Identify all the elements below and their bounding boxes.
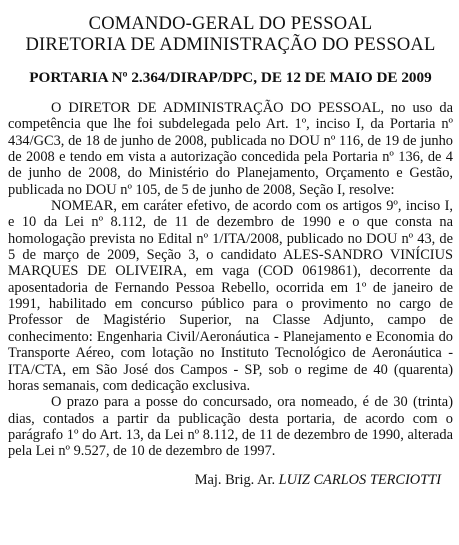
header-organization: COMANDO-GERAL DO PESSOAL: [88, 14, 373, 34]
paragraph-deadline: O prazo para a posse do concursado, ora nomeado, é de 30 (trinta) dias, contados a partir da publicação desta portaria, de acordo com o parágrafo 1º do Art. 13, da Lei nº 8.112, de 11 de dezembro de 1990, alterada pela Lei nº 9.527, de 10 de dezembro de 1997.: [8, 394, 453, 460]
paragraph-preamble: O DIRETOR DE ADMINISTRAÇÃO DO PESSOAL, no uso da competência que lhe foi subdelegada pelo Art. 1º, inciso I, da Portaria nº 434/GC3, de 18 de junho de 2008, publicada no DOU nº 116, de 19 de junho de 2008 e tendo em vista a autorização concedida pela Portaria nº 136, de 4 de junho de 2008, do Ministério do Planejamento, Orçamento e Gestão, publicada no DOU nº 105, de 5 de junho de 2008, Seção I, resolve:: [8, 100, 453, 198]
signature-rank: Maj. Brig. Ar.: [194, 471, 276, 488]
signature-name: LUIZ CARLOS TERCIOTTI: [278, 471, 441, 488]
paragraph-nomination: NOMEAR, em caráter efetivo, de acordo com os artigos 9º, inciso I, e 10 da Lei nº 8.112, de 11 de dezembro de 1990 e o que consta na homologação prevista no Edital nº 1/ITA/2008, publicado no DOU nº 43, de 5 de março de 2009, Seção 3, o candidato ALES-SANDRO VINÍCIUS MARQUES DE OLIVEIRA, em vaga (COD 0619861), decorrente da aposentadoria de Fernando Pessoa Rebello, ocorrida em 1º de janeiro de 1991, habilitado em concurso público para o provimento no cargo de Professor de Magistério Superior, na Classe Adjunto, campo de conhecimento: Engenharia Civil/Aeronáutica - Planejamento e Economia do Transporte Aéreo, com lotação no Instituto Tecnológico de Aeronáutica - ITA/CTA, em São José dos Campos - SP, sob o regime de 40 (quarenta) horas semanais, com dedicação exclusiva.: [8, 198, 453, 394]
document-body: [8, 100, 453, 460]
signature-block: [8, 472, 453, 489]
document-title: PORTARIA Nº 2.364/DIRAP/DPC, DE 12 DE MAIO DE 2009: [29, 69, 432, 86]
header-directorate: DIRETORIA DE ADMINISTRAÇÃO DO PESSOAL: [25, 35, 436, 55]
